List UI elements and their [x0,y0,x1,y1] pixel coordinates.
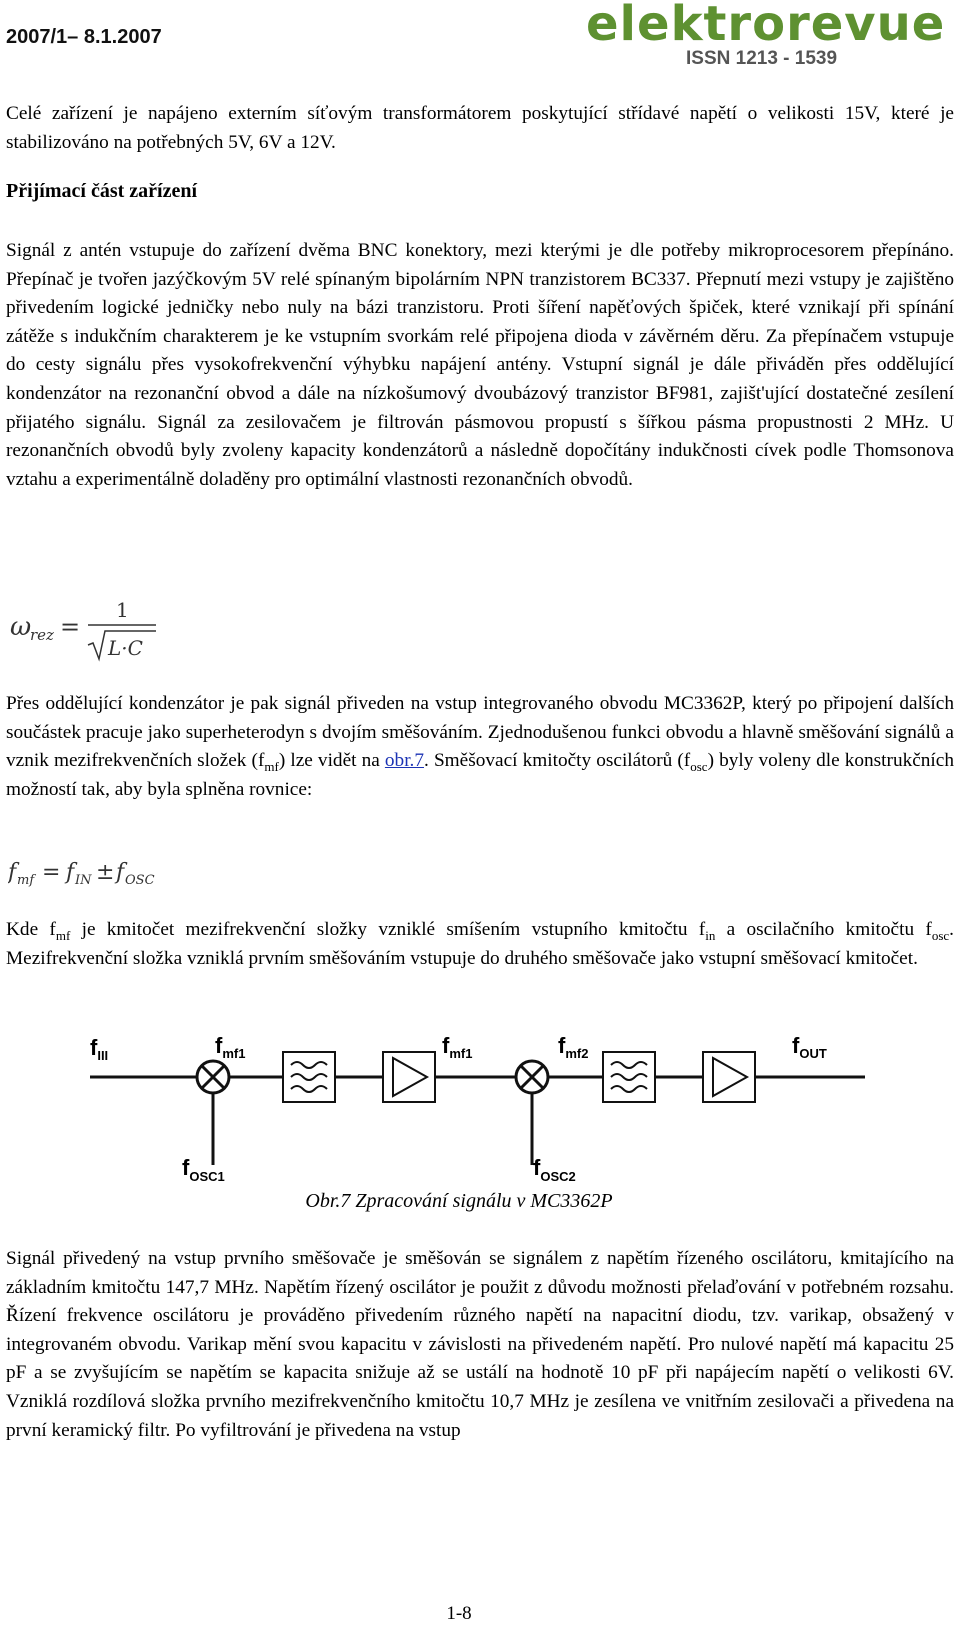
filter-1 [283,1052,335,1102]
svg-text:IN: IN [75,873,92,888]
svg-text:L·C: L·C [108,636,143,660]
svg-text:mf: mf [17,873,35,888]
svg-text:f: f [66,860,75,885]
svg-text:f: f [116,860,125,885]
label-f-osc1: $f_{OSC1}$ [182,1155,225,1184]
label-f-mf2: $f_{mf2}$ [558,1033,589,1061]
page-number: 1-8 [446,1603,472,1624]
logo-wordmark [586,0,960,52]
label-f-mf1-b: $f_{mf1}$ [442,1033,473,1061]
figure-caption: Obr.7 Zpracování signálu v MC3362P [305,1190,613,1212]
thomson-formula [8,595,158,665]
svg-text:=: = [42,860,61,885]
paragraph-oscillator: Signál přivedený na vstup prvního směšovače je směšován se signálem z napětím řízeného oscilátoru, kmitajícího na základním kmitočtu 147,7 MHz. Napětím řízený oscilátor je použit z důvodu možnosti přelaďování v potřebném rozsahu. Řízení frekvence oscilátoru je prováděno přivedením různého napětí na napacitní diodu, tzv. varikap, obsažený v integrovaném obvodu. Varikap mění svou kapacitu v závislosti na přivedeném napětí. Pro nulové napětí má kapacitu 25 pF a se zvyšujícím se napětím se kapacita snižuje až se ustálí na hodnotě 10 pF při napájecím napětí o velikosti 6V. Vzniklá rozdílová složka prvního mezifrekvenčního kmitočtu 10,7 MHz je zesílena ve vnitřním zesilovači a přivedena na první keramický filtr. Po vyfiltrování je přivedena na vstup [6,1248,954,1441]
svg-text:elektrorevue: elektrorevue [586,0,946,52]
svg-text:f: f [8,860,17,885]
section-heading: Přijímací část zařízení [6,180,198,202]
filter-2 [603,1052,655,1102]
svg-text:OSC: OSC [125,873,155,888]
label-f-mf1-a: $f_{mf1}$ [215,1033,246,1061]
svg-text:ω: ω [10,612,32,642]
amplifier [383,1052,435,1102]
equation-image [8,855,178,891]
svg-text:1: 1 [116,598,129,622]
paragraph-receiver: Signál z antén vstupuje do zařízení dvěma BNC konektory, mezi kterými je dle potřeby mikroprocesorem přepínáno. Přepínač je tvořen jazýčkovým 5V relé spínaným bipolárním NPN tranzistorem BC337. Přepnutí mezi vstupy je zajištěno přivedením logické jedničky nebo nuly na bázi tranzistoru. Proti šíření napěťových špiček, které vznikají při spínání zátěže s indukčním charakterem je ke vstupním svorkám relé připojena dioda v závěrném děru. Za přepínačem vstupuje do cesty signálu přes vysokofrekvenční výhybku napájení antény. Vstupní signál je dále přiváděn přes oddělující kondenzátor na rezonanční obvod a dále na nízkošumový dvoubázový tranzistor BF981, zajišt'ující dostatečné zesílení přijatého signálu. Signál za zesilovačem je filtrován pásmovou propustí s šířkou pásma propustnosti 2 MHz. U rezonančních obvodů byly zvoleny kapacity kondenzátorů a následně dopočítány indukčnosti cívek podle Thomsonova vztahu a experimentálně doladěny pro optimální vlastnosti rezonančních obvodů. [6,240,954,490]
block-diagram-svg [80,1025,880,1190]
svg-text:=: = [60,613,81,641]
svg-text:rez: rez [30,626,54,644]
issn-label: ISSN 1213 - 1539 [686,48,838,69]
issue-date: 2007/1– 8.1.2007 [6,26,162,48]
label-f-osc2: $f_{OSC2}$ [533,1155,576,1184]
paragraph-mf-definition: Kde $f_{mf}$ je kmitočet mezifrekvenční složky vzniklé smíšením vstupního kmitočtu $f_{in}$ a oscilačního kmitočtu $f_{osc}$. Mezifrekvenční složka vzniklá prvním směšováním vstupuje do druhého směšovače jako vstupní směšovací kmitočet. [6,919,954,969]
mixer-2 [516,1061,548,1093]
figure-link[interactable]: obr.7 [384,750,425,772]
formula-image [8,595,158,665]
mixer-1 [197,1061,229,1093]
label-f-in: $f_{III}$ [90,1035,109,1063]
paragraph-mixing: Přes oddělující kondenzátor je pak signál přiveden na vstup integrovaného obvodu MC3362P, který po připojení dalších součástek pracuje jako superheterodyn s dvojím směšováním. Zjednodušenou funkci obvodu a hlavně směšování signálů a vznik mezifrekvenčních složek $(f_{mf})$ lze vidět na obr.7. Směšovací kmitočty oscilátorů $(f_{osc})$ byly voleny dle konstrukčních možností tak, aby byla splněna rovnice: [6,693,954,800]
mixing-equation [8,855,178,891]
mc3362p-block-diagram [80,1025,880,1190]
amplifier-2 [703,1052,755,1102]
paragraph-power-supply: Celé zařízení je napájeno externím síťovým transformátorem poskytující střídavé napětí o velikosti 15V, které je stabilizováno na potřebných 5V, 6V a 12V. [6,103,954,153]
label-f-out: $f_{OUT}$ [792,1033,827,1061]
svg-text:±: ± [96,860,115,885]
elektrorevue-logo [586,0,960,78]
